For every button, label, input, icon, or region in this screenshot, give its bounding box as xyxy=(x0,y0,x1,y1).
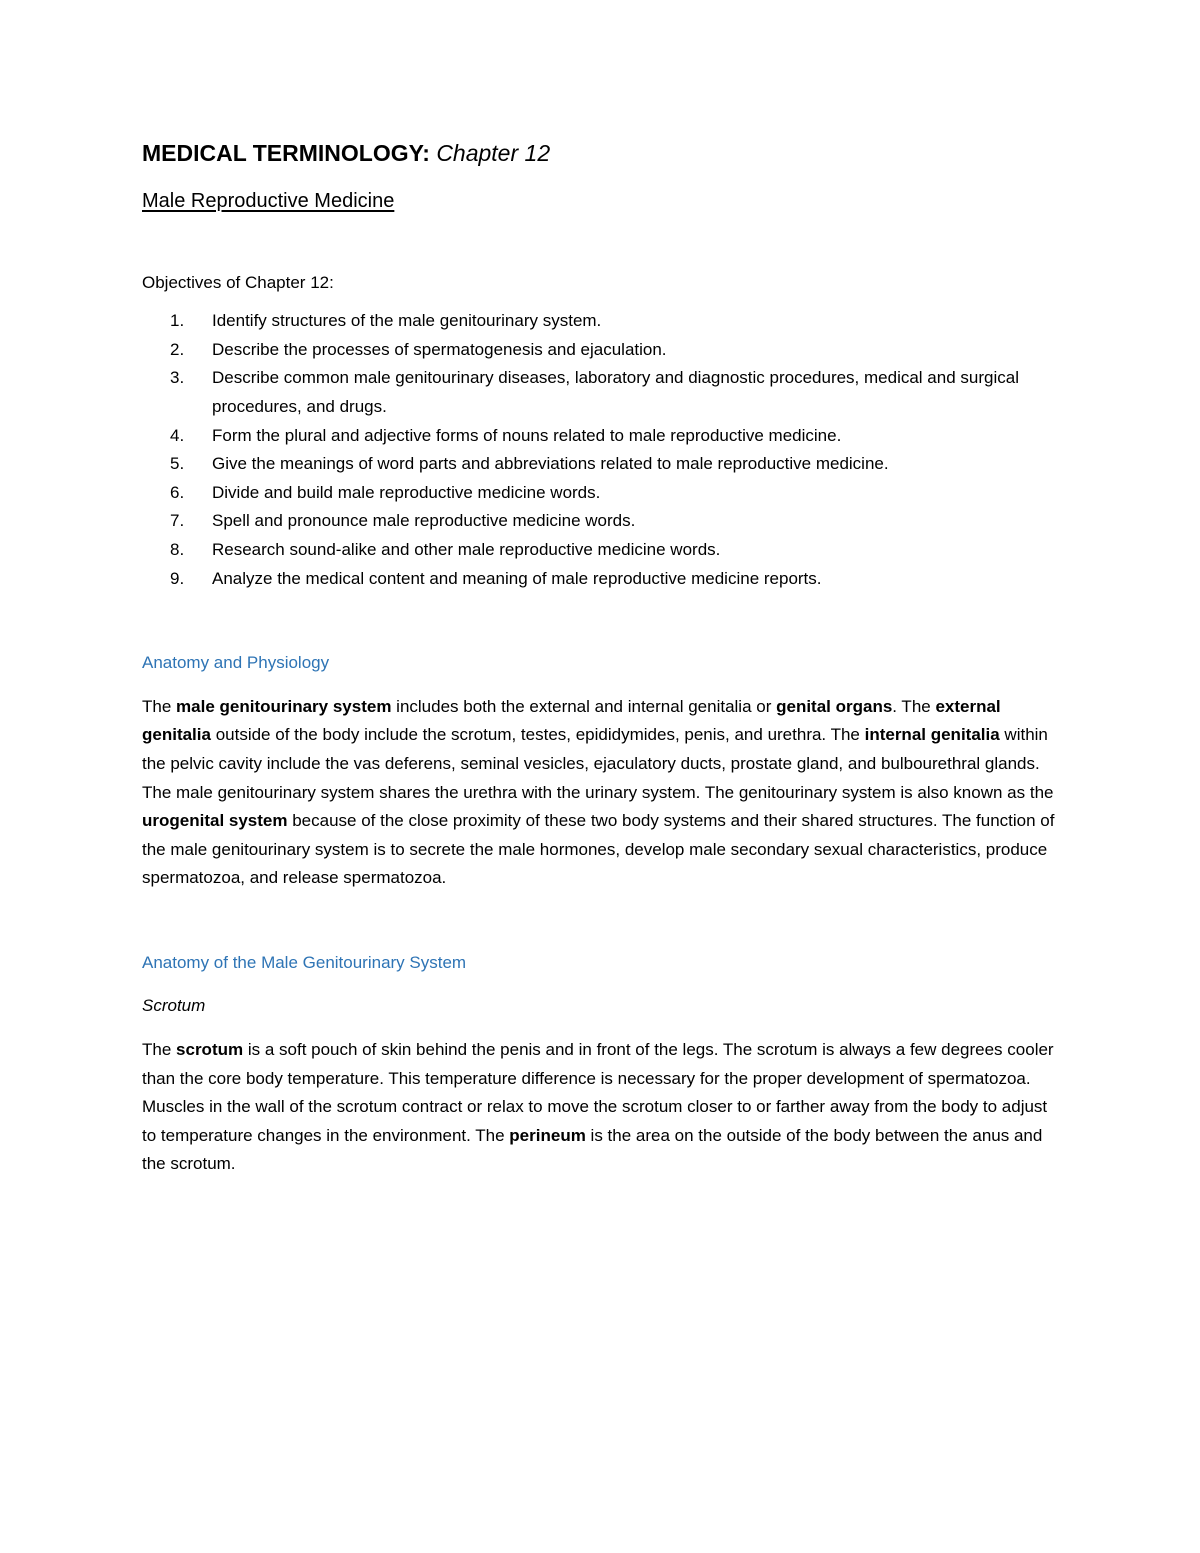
objective-number: 2. xyxy=(170,339,185,359)
text-run: is a soft pouch of skin behind the penis and in front of the legs. The scrotum is always a few degrees cooler than the core body temperature. This temperature difference is necessary for the proper development of spermatozoa. Muscles in the wall of the scrotum contract or relax to move the scrotum closer to or farther away from the body to adjust to temperature changes in the environment. The xyxy=(142,1040,1054,1145)
objective-item xyxy=(142,336,1060,365)
bold-term: scrotum xyxy=(176,1040,244,1060)
objective-number: 1. xyxy=(170,311,185,331)
document-subtitle: Male Reproductive Medicine xyxy=(142,189,395,212)
objective-item xyxy=(142,364,1060,421)
objective-text: Spell and pronounce male reproductive medicine words. xyxy=(212,511,636,531)
objective-item xyxy=(142,450,1060,479)
objective-text: Give the meanings of word parts and abbreviations related to male reproductive medicine. xyxy=(212,454,889,474)
section-heading-anatomy-system: Anatomy of the Male Genitourinary System xyxy=(142,952,467,972)
text-run: outside of the body include the scrotum, testes, epididymides, penis, and urethra. The xyxy=(210,725,865,745)
document-title xyxy=(142,140,1060,168)
bold-term: genital organs xyxy=(776,696,893,716)
objective-text: Analyze the medical content and meaning of male reproductive medicine reports. xyxy=(212,568,822,588)
text-run: is the area on the outside of the body between the anus and the scrotum. xyxy=(142,1125,1043,1174)
objective-text: Form the plural and adjective forms of nouns related to male reproductive medicine. xyxy=(212,425,842,445)
objective-item xyxy=(142,507,1060,536)
text-run: within the pelvic cavity include the vas deferens, seminal vesicles, ejaculatory ducts, prostate gland, and bulbourethral glands. The male genitourinary system shares the urethra with the urinary system. The genitourinary system is also known as the xyxy=(142,725,1054,802)
objective-text: Divide and build male reproductive medicine words. xyxy=(212,482,601,502)
objective-number: 4. xyxy=(170,425,185,445)
text-run: includes both the external and internal genitalia or xyxy=(391,696,777,716)
title-bold-part: MEDICAL TERMINOLOGY: xyxy=(142,140,430,166)
objective-text: Describe common male genitourinary diseases, laboratory and diagnostic procedures, medical and surgical procedures, and drugs. xyxy=(212,368,1019,416)
objectives-list xyxy=(142,307,1060,593)
bold-term: perineum xyxy=(509,1125,586,1145)
objective-number: 5. xyxy=(170,454,185,474)
objective-number: 7. xyxy=(170,511,185,531)
text-run: . The xyxy=(892,696,936,716)
bold-term: male genitourinary system xyxy=(176,696,392,716)
paragraph-scrotum xyxy=(142,1036,1060,1179)
objectives-intro: Objectives of Chapter 12: xyxy=(142,272,334,292)
document-page xyxy=(142,140,1060,1179)
paragraph-anatomy-physiology xyxy=(142,693,1060,893)
bold-term: urogenital system xyxy=(142,811,288,831)
objective-item xyxy=(142,479,1060,508)
text-run: because of the close proximity of these two body systems and their shared structures. The function of the male genitourinary system is to secrete the male hormones, develop male secondary sexual characteristics, produce spermatozoa, and release spermatozoa. xyxy=(142,811,1055,888)
title-italic-part: Chapter 12 xyxy=(436,140,551,166)
text-run: The xyxy=(142,696,177,716)
subheading-scrotum: Scrotum xyxy=(142,996,206,1016)
objective-item xyxy=(142,422,1060,451)
objective-text: Research sound-alike and other male reproductive medicine words. xyxy=(212,539,721,559)
section-heading-anatomy-physiology: Anatomy and Physiology xyxy=(142,653,330,673)
text-run: The xyxy=(142,1040,177,1060)
objective-number: 8. xyxy=(170,539,185,559)
objective-item xyxy=(142,565,1060,594)
objective-number: 9. xyxy=(170,568,185,588)
objective-item xyxy=(142,536,1060,565)
objective-number: 3. xyxy=(170,368,185,388)
objective-text: Describe the processes of spermatogenesis and ejaculation. xyxy=(212,339,667,359)
bold-term: internal genitalia xyxy=(864,725,1000,745)
objective-number: 6. xyxy=(170,482,185,502)
bold-term: external genitalia xyxy=(142,696,1001,745)
objective-item xyxy=(142,307,1060,336)
objective-text: Identify structures of the male genitourinary system. xyxy=(212,311,602,331)
